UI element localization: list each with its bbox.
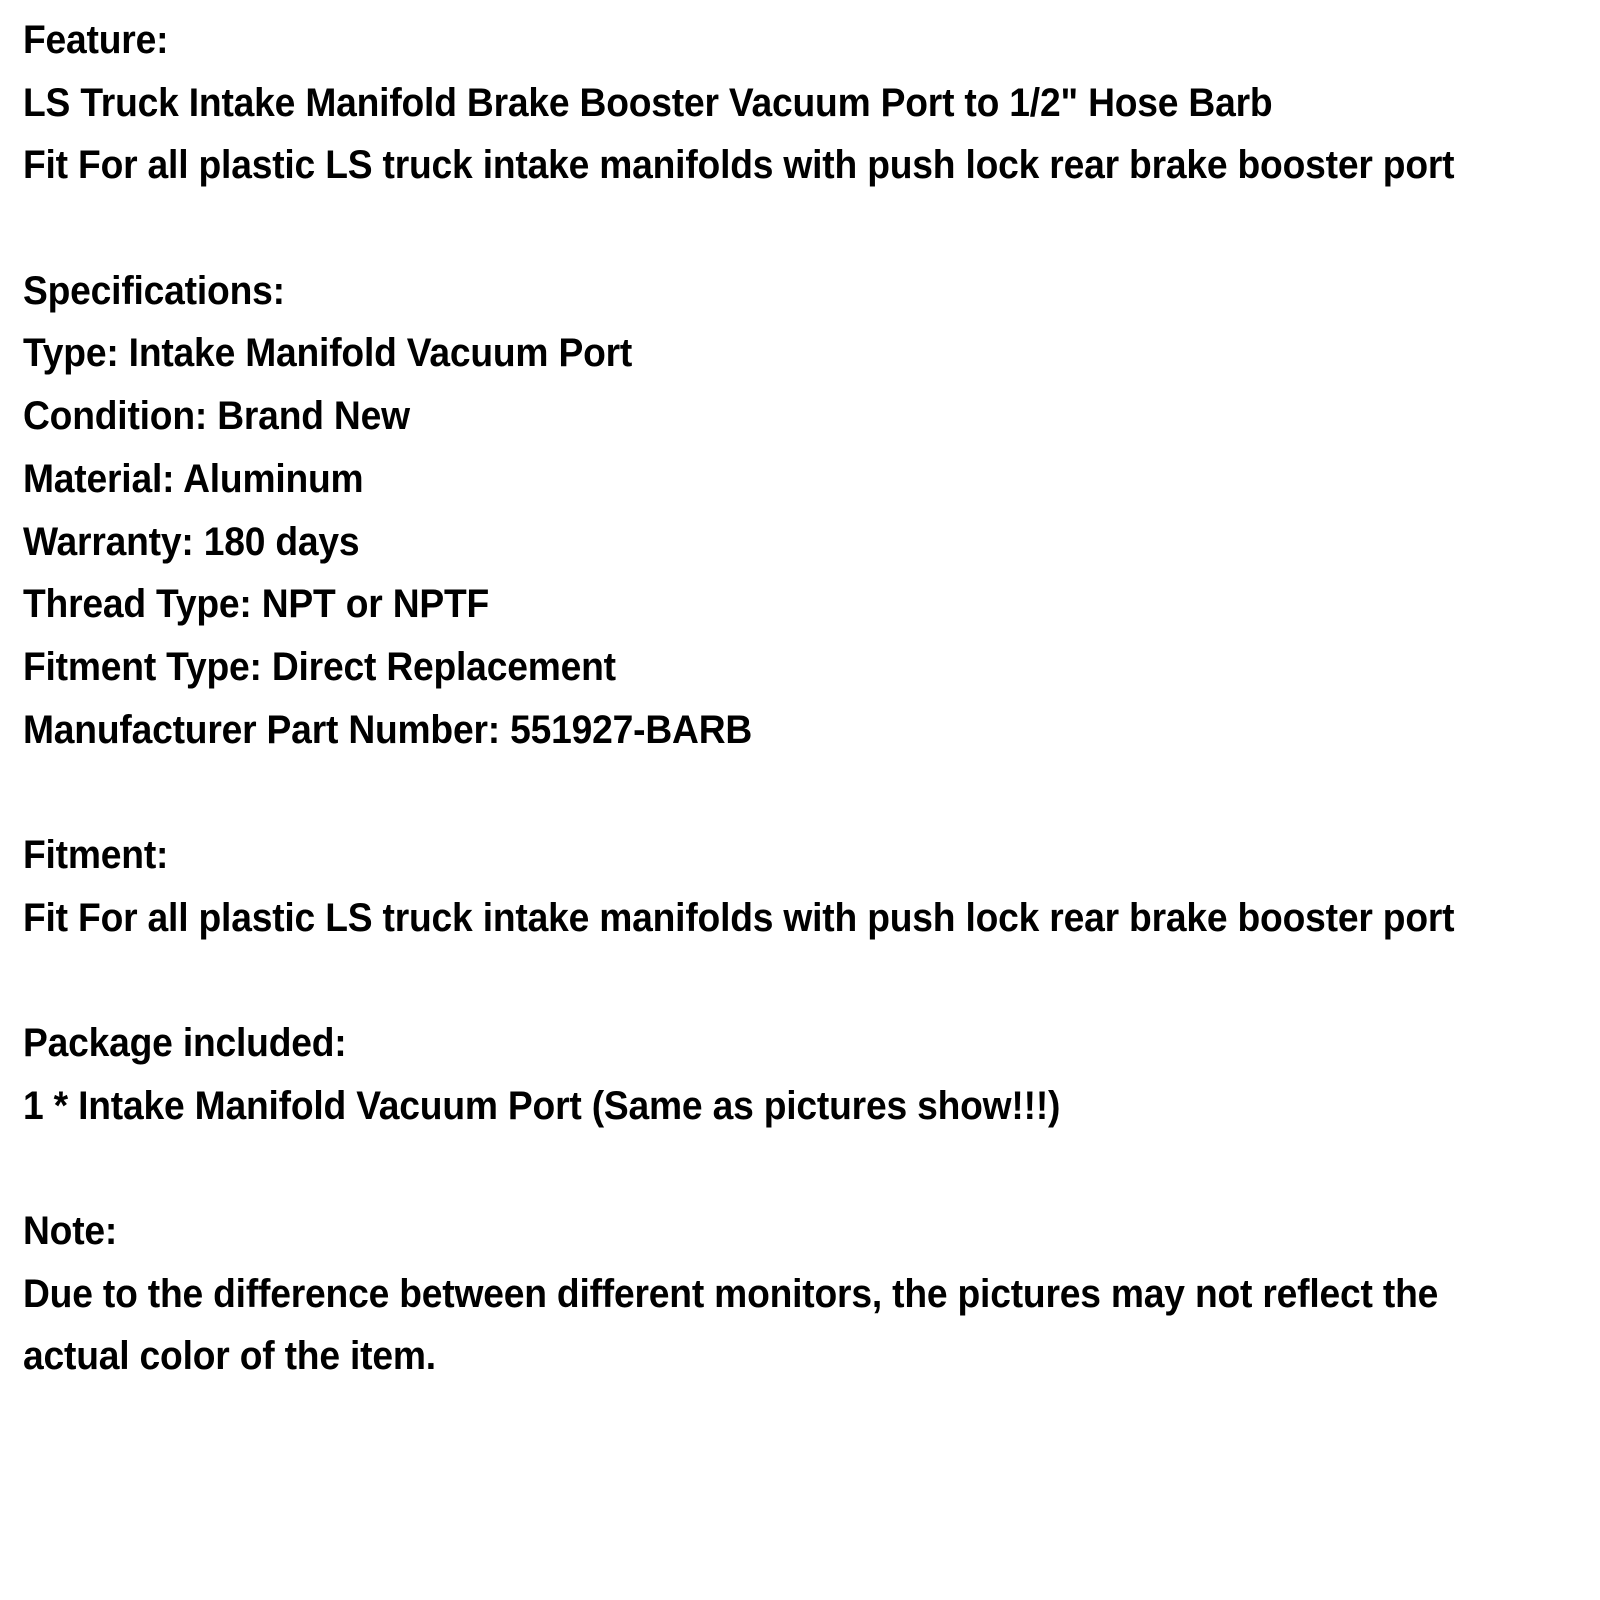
section-heading-fitment: Fitment: <box>23 832 169 877</box>
section-heading-note: Note: <box>23 1209 118 1254</box>
section-note <box>23 1200 1600 1388</box>
spec-material: Material: Aluminum <box>23 456 364 501</box>
blank-line <box>23 949 1600 1012</box>
spec-warranty: Warranty: 180 days <box>23 519 360 564</box>
feature-line-fitment: Fit For all plastic LS truck intake manifolds with push lock rear brake booster port <box>23 143 1455 188</box>
spec-type: Type: Intake Manifold Vacuum Port <box>23 331 633 376</box>
section-package-included <box>23 1012 1600 1137</box>
section-heading-feature: Feature: <box>23 18 169 62</box>
section-specifications <box>23 260 1600 762</box>
spec-part-number: Manufacturer Part Number: 551927-BARB <box>23 707 753 752</box>
feature-line-title: LS Truck Intake Manifold Brake Booster Vacuum Port to 1/2" Hose Barb <box>23 80 1273 125</box>
section-fitment <box>23 824 1600 949</box>
fitment-line: Fit For all plastic LS truck intake manifolds with push lock rear brake booster port <box>23 895 1455 940</box>
spec-fitment-type: Fitment Type: Direct Replacement <box>23 644 616 689</box>
blank-line <box>23 761 1600 824</box>
product-description-document <box>23 9 1600 1388</box>
blank-line <box>23 1137 1600 1200</box>
package-contents-line: 1 * Intake Manifold Vacuum Port (Same as pictures show!!!) <box>23 1083 1061 1128</box>
spec-thread-type: Thread Type: NPT or NPTF <box>23 582 490 627</box>
section-heading-package-included: Package included: <box>23 1021 347 1065</box>
spec-condition: Condition: Brand New <box>23 394 410 439</box>
note-line-1: Due to the difference between different monitors, the pictures may not reflect the <box>23 1271 1439 1316</box>
note-line-2: actual color of the item. <box>23 1334 436 1379</box>
blank-line <box>23 197 1600 260</box>
section-heading-specifications: Specifications: <box>23 268 285 313</box>
section-feature <box>23 9 1600 197</box>
